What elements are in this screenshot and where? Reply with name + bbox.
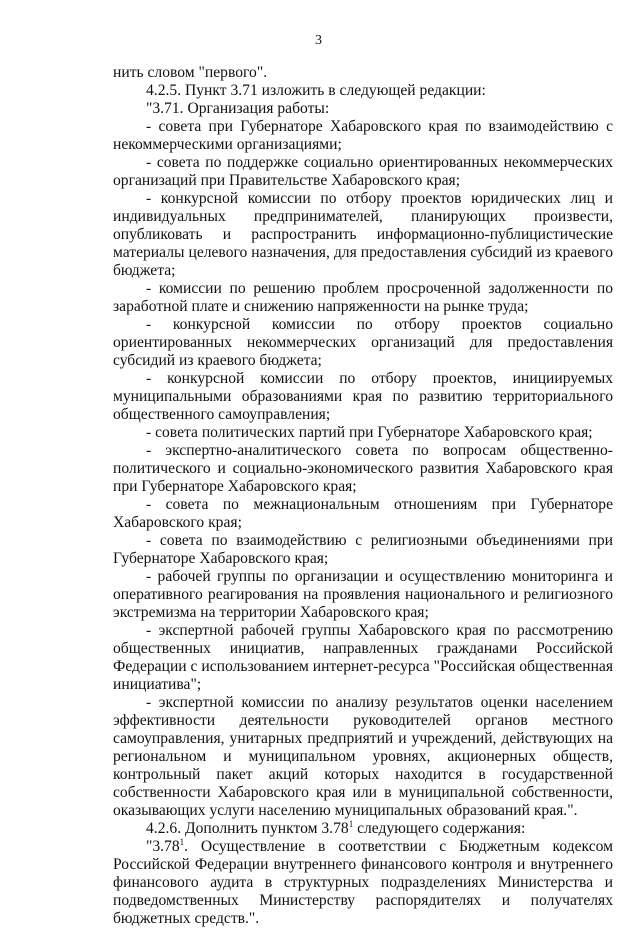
paragraph: - совета политических партий при Губернаторе Хабаровского края; xyxy=(146,424,593,441)
superscript: 1 xyxy=(179,837,185,847)
paragraph: - рабочей группы по организации и осуществлению мониторинга и оперативного реагирования на проявления национального и религиозного экстремизма на территории Хабаровского края; xyxy=(113,568,613,621)
superscript: 1 xyxy=(348,819,354,829)
paragraph-list xyxy=(113,64,613,820)
paragraph: - совета по межнациональным отношениям при Губернаторе Хабаровского края; xyxy=(113,496,613,531)
paragraph: - совета по поддержке социально ориентированных некоммерческих организаций при Правительстве Хабаровского края; xyxy=(113,154,613,189)
paragraph-4-2-6-text: 4.2.6. Дополнить пунктом 3.78 xyxy=(146,820,349,837)
paragraph: - экспертно-аналитического совета по вопросам общественно-политического и социально-экономического развития Хабаровского края при Губернаторе Хабаровского края; xyxy=(113,442,613,495)
document-body xyxy=(113,64,613,928)
paragraph-4-2-6-suffix: следующего содержания: xyxy=(353,820,526,837)
paragraph-3-78-1-prefix: "3.78 xyxy=(146,838,180,855)
paragraph: - конкурсной комиссии по отбору проектов социально ориентированных некоммерческих организаций для предоставления субсидий из краевого бюджета; xyxy=(113,316,613,369)
paragraph: - конкурсной комиссии по отбору проектов юридических лиц и индивидуальных предпринимателей, планирующих произвести, опубликовать и распространить информационно-публицистические материалы целевого назначения, для предоставления субсидий из краевого бюджета; xyxy=(113,190,613,279)
paragraph: 4.2.5. Пункт 3.71 изложить в следующей редакции: xyxy=(146,82,486,99)
paragraph: - совета по взаимодействию с религиозными объединениями при Губернаторе Хабаровского края; xyxy=(113,532,613,567)
paragraph-3-78-1 xyxy=(113,838,613,928)
paragraph: нить словом "первого". xyxy=(113,64,268,81)
paragraph: - экспертной комиссии по анализу результатов оценки населением эффективности деятельности руководителей органов местного самоуправления, унитарных предприятий и учреждений, действующих на региональном и муниципальном уровнях, акционерных обществ, контрольный пакет акций которых находится в государственной собственности Хабаровского края или в муниципальной собственности, оказывающих услуги населению муниципальных образований края.". xyxy=(113,694,613,819)
paragraph: - экспертной рабочей группы Хабаровского края по рассмотрению общественных инициатив, направленных гражданами Российской Федерации с использованием интернет-ресурса "Российская общественная инициатива"; xyxy=(113,622,614,693)
paragraph: "3.71. Организация работы: xyxy=(146,100,330,117)
page-number: 3 xyxy=(315,33,322,48)
paragraph: - совета при Губернаторе Хабаровского края по взаимодействию с некоммерческими организациями; xyxy=(113,118,613,153)
paragraph-3-78-1-text: . Осуществление в соответствии с Бюджетным кодексом Российской Федерации внутреннего финансового контроля и внутреннего финансового аудита в структурных подразделениях Министерства и подведомственных Министерству распорядителях и получателях бюджетных средств.". xyxy=(113,838,613,927)
paragraph: - конкурсной комиссии по отбору проектов, инициируемых муниципальными образованиями края по развитию территориального общественного самоуправления; xyxy=(113,370,613,423)
paragraph: - комиссии по решению проблем просроченной задолженности по заработной плате и снижению напряженности на рынке труда; xyxy=(113,280,613,315)
paragraph-4-2-6 xyxy=(113,820,613,838)
